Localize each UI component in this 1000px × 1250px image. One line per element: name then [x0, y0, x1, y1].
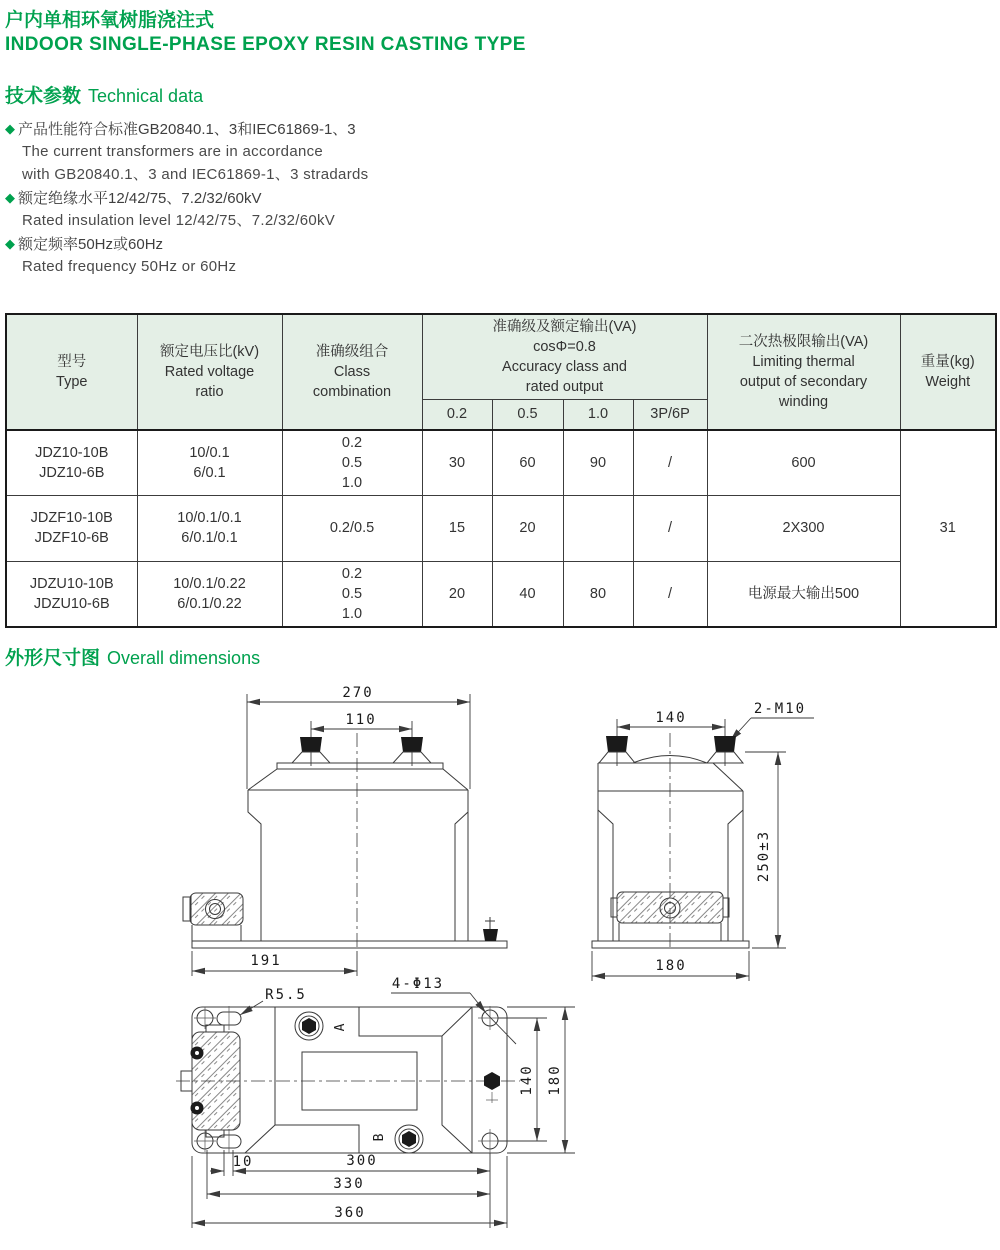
cell-va-05: 40	[492, 561, 563, 627]
overall-dimensions-heading-en: Overall dimensions	[107, 648, 261, 668]
front-dim-110-label: 110	[345, 712, 377, 728]
dimension-drawings	[0, 672, 1000, 1250]
side-label-2m10	[730, 701, 814, 741]
diamond-bullet-icon: ◆	[5, 236, 15, 251]
col-header-class-combination: 准确级组合 Class combination	[282, 314, 422, 430]
plan-bottom-dims	[192, 1150, 507, 1228]
plan-dim-300-label: 300	[346, 1153, 378, 1169]
cell-va-05: 20	[492, 495, 563, 561]
cell-va-10: 80	[563, 561, 633, 627]
cell-type: JDZ10-10B JDZ10-6B	[6, 430, 137, 496]
col-header-accuracy-output: 准确级及额定输出(VA) cosΦ=0.8 Accuracy class and rated output	[422, 314, 707, 400]
plan-label-r55	[240, 987, 307, 1015]
cell-ratio: 10/0.1/0.22 6/0.1/0.22	[137, 561, 282, 627]
page-title-cn: 户内单相环氧树脂浇注式	[5, 10, 215, 31]
cell-class: 0.2 0.5 1.0	[282, 561, 422, 627]
side-dim-250-label: 250±3	[756, 829, 772, 883]
cell-va-10	[563, 495, 633, 561]
bullet-standards-en-2: with GB20840.1、3 and IEC61869-1、3 stradards	[22, 166, 369, 183]
side-label-2m10-text: 2-M10	[753, 701, 807, 717]
front-base-plate	[192, 941, 507, 948]
overall-dimensions-heading-cn: 外形尺寸图	[5, 648, 101, 669]
front-dim-270-label: 270	[342, 685, 374, 701]
side-dim-140-label: 140	[655, 710, 687, 726]
technical-data-table	[5, 313, 997, 628]
subcol-header-0.5: 0.5	[492, 400, 563, 430]
front-dim-110	[311, 712, 412, 766]
cell-va-10: 90	[563, 430, 633, 496]
cell-type: JDZF10-10B JDZF10-6B	[6, 495, 137, 561]
cell-va-02: 30	[422, 430, 492, 496]
side-dim-180-label: 180	[655, 958, 687, 974]
side-dim-140	[617, 710, 725, 766]
cell-thermal: 2X300	[707, 495, 900, 561]
plan-label-r55-text: R5.5	[265, 987, 307, 1003]
table-row-jdzf10	[6, 495, 996, 561]
subcol-header-0.2: 0.2	[422, 400, 492, 430]
plan-terminal-a	[295, 1012, 348, 1040]
front-secondary-terminal-box	[183, 893, 243, 941]
plan-right-dims	[498, 1007, 575, 1153]
bullet-standards-cn: ◆ 产品性能符合标准GB20840.1、3和IEC61869-1、3	[5, 121, 356, 138]
table-row-jdz10	[6, 430, 996, 496]
table-row-jdzu10	[6, 561, 996, 627]
col-header-thermal-output: 二次热极限输出(VA) Limiting thermal output of secondary winding	[707, 314, 900, 430]
overall-dimensions-heading	[5, 643, 260, 670]
bullet-frequency-cn: ◆ 额定频率50Hz或60Hz	[5, 236, 164, 253]
spec-bullet-list	[5, 117, 565, 278]
front-dim-270	[247, 685, 470, 789]
plan-terminal-b	[372, 1125, 423, 1153]
plan-dim-10-label: 10	[232, 1154, 254, 1170]
cell-ratio: 10/0.1 6/0.1	[137, 430, 282, 496]
col-header-weight: 重量(kg) Weight	[900, 314, 996, 430]
plan-dim-360-label: 360	[334, 1205, 366, 1221]
technical-data-heading-cn: 技术参数	[5, 86, 82, 107]
cell-class: 0.2/0.5	[282, 495, 422, 561]
side-base-plate	[592, 941, 749, 948]
plan-label-4phi13-text: 4-Φ13	[391, 976, 445, 992]
subcol-header-3p6p: 3P/6P	[633, 400, 707, 430]
front-body-outline	[248, 733, 468, 947]
bullet-insulation-en: Rated insulation level 12/42/75、7.2/32/60kV	[22, 212, 336, 229]
cell-thermal: 电源最大输出500	[707, 561, 900, 627]
side-dim-180	[592, 951, 749, 981]
cell-thermal: 600	[707, 430, 900, 496]
plan-label-4phi13	[391, 976, 516, 1044]
plan-body-contour	[245, 1007, 472, 1153]
front-dim-191	[192, 951, 357, 976]
front-view	[183, 685, 507, 976]
technical-data-heading	[5, 81, 203, 108]
plan-ground-bolt	[484, 1072, 500, 1103]
front-ground-screw	[483, 917, 498, 941]
front-dim-191-label: 191	[250, 953, 282, 969]
bullet-standards-en-1: The current transformers are in accordance	[22, 143, 324, 160]
cell-va-3p6p: /	[633, 561, 707, 627]
plan-dim-140-label: 140	[519, 1064, 535, 1096]
cell-va-3p6p: /	[633, 495, 707, 561]
cell-ratio: 10/0.1/0.1 6/0.1/0.1	[137, 495, 282, 561]
diamond-bullet-icon: ◆	[5, 121, 15, 136]
cell-weight: 31	[900, 430, 996, 627]
cell-class: 0.2 0.5 1.0	[282, 430, 422, 496]
diamond-bullet-icon: ◆	[5, 190, 15, 205]
cell-va-3p6p: /	[633, 430, 707, 496]
cell-va-02: 20	[422, 561, 492, 627]
side-dim-250	[745, 752, 786, 948]
subcol-header-1.0: 1.0	[563, 400, 633, 430]
col-header-voltage-ratio: 额定电压比(kV) Rated voltage ratio	[137, 314, 282, 430]
page-title-en: INDOOR SINGLE-PHASE EPOXY RESIN CASTING TYPE	[5, 34, 526, 55]
bullet-frequency-en: Rated frequency 50Hz or 60Hz	[22, 258, 237, 275]
side-view	[592, 701, 814, 981]
technical-data-heading-en: Technical data	[88, 86, 204, 106]
col-header-type: 型号 Type	[6, 314, 137, 430]
plan-dim-180-label: 180	[547, 1064, 563, 1096]
plan-terminal-b-label: B	[372, 1132, 387, 1142]
bullet-insulation-cn: ◆ 额定绝缘水平12/42/75、7.2/32/60kV	[5, 190, 262, 207]
cell-va-02: 15	[422, 495, 492, 561]
plan-terminal-a-label: A	[333, 1022, 348, 1032]
cell-va-05: 60	[492, 430, 563, 496]
plan-dim-330-label: 330	[333, 1176, 365, 1192]
cell-type: JDZU10-10B JDZU10-6B	[6, 561, 137, 627]
plan-view	[176, 976, 575, 1228]
